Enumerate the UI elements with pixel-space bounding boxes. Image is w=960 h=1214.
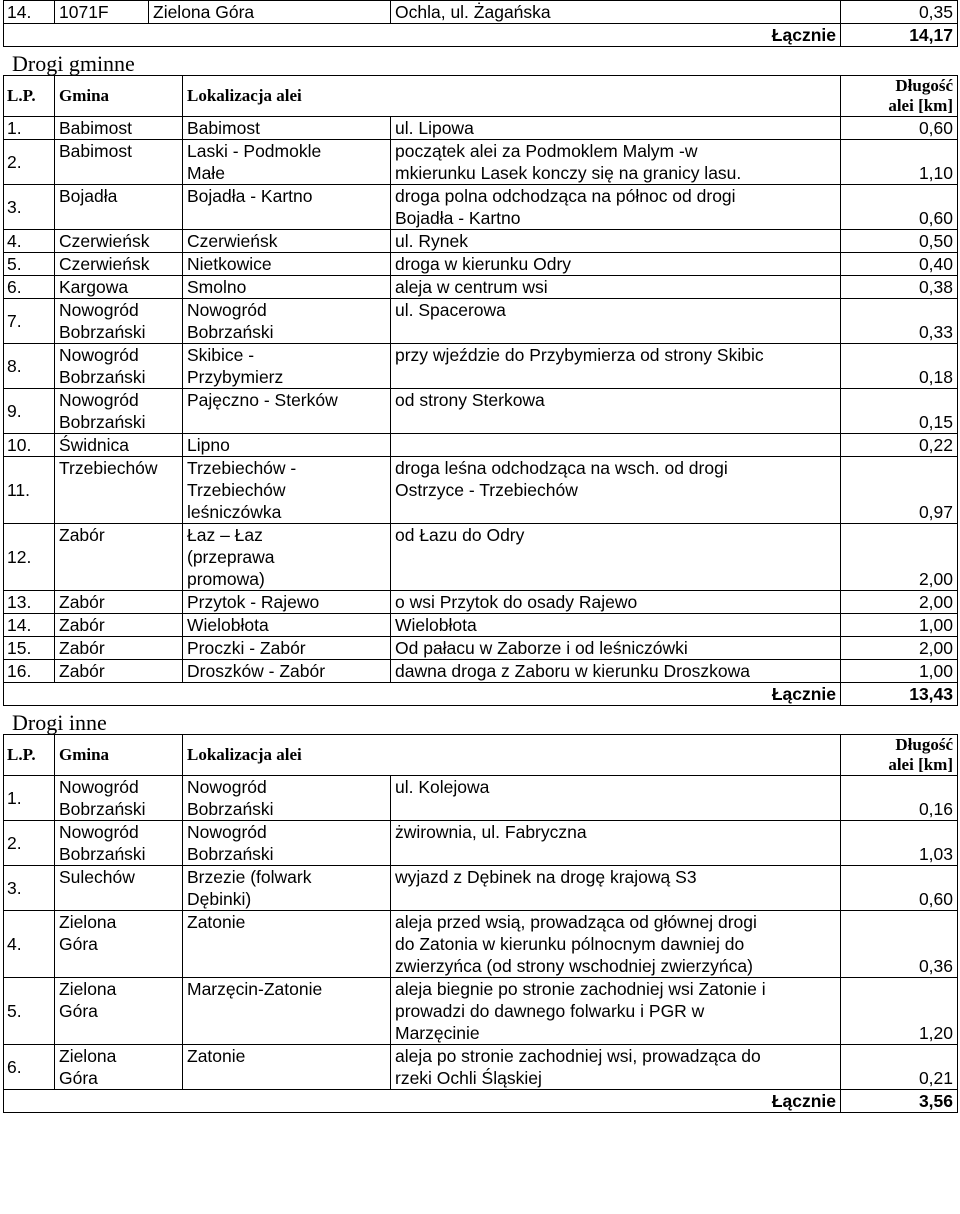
gmina-line: Sulechów <box>59 867 135 887</box>
gmina-cell <box>55 524 183 591</box>
total-value: 13,43 <box>841 683 958 706</box>
place-line: Proczki - Zabór <box>187 638 306 658</box>
length-cell: 0,60 <box>841 185 958 230</box>
gmina-line: Zielona <box>59 979 117 999</box>
gmina-line: Zielona <box>59 1046 117 1066</box>
length-cell: 0,33 <box>841 299 958 344</box>
gmina-cell <box>55 1045 183 1090</box>
lp-cell: 11. <box>4 457 55 524</box>
table-row <box>4 614 958 637</box>
place-line: Smolno <box>187 277 247 297</box>
place-line: Nietkowice <box>187 254 272 274</box>
gmina-cell <box>55 591 183 614</box>
description-line: ul. Spacerowa <box>395 300 506 320</box>
table-row <box>4 117 958 140</box>
description-line: aleja biegnie po stronie zachodniej wsi Zatonie i <box>395 979 766 999</box>
description-line: aleja przed wsią, prowadząca od głównej drogi <box>395 912 757 932</box>
header-length-line: alei [km] <box>888 755 954 774</box>
description-line: Ostrzyce - Trzebiechów <box>395 480 578 500</box>
table-row <box>4 1 958 24</box>
table-row <box>4 978 958 1045</box>
length-cell: 1,00 <box>841 614 958 637</box>
table-row <box>4 344 958 389</box>
length-cell: 0,38 <box>841 276 958 299</box>
gmina-line: Czerwieńsk <box>59 254 150 274</box>
header-row <box>4 735 958 776</box>
lp-cell: 2. <box>4 821 55 866</box>
place-line: Babimost <box>187 118 260 138</box>
table-row <box>4 389 958 434</box>
description-cell <box>391 434 841 457</box>
description-line: żwirownia, ul. Fabryczna <box>395 822 587 842</box>
total-label: Łącznie <box>391 683 841 706</box>
gmina-line: Babimost <box>59 141 132 161</box>
lp-cell: 3. <box>4 185 55 230</box>
place-line: Marzęcin-Zatonie <box>187 979 323 999</box>
description-cell <box>391 140 841 185</box>
place-line: Pajęczno - Sterków <box>187 390 338 410</box>
gmina-line: Bojadła <box>59 186 118 206</box>
description-line: ul. Rynek <box>395 231 468 251</box>
place-cell <box>183 524 391 591</box>
place-line: Nowogród <box>187 300 267 320</box>
place-line: Czerwieńsk <box>187 231 278 251</box>
description-cell <box>391 524 841 591</box>
lp-cell: 2. <box>4 140 55 185</box>
gmina-line: Bobrzański <box>59 799 146 819</box>
description-line: dawna droga z Zaboru w kierunku Droszkowa <box>395 661 751 681</box>
total-value: 3,56 <box>841 1090 958 1113</box>
lp-cell: 4. <box>4 911 55 978</box>
length-cell: 0,60 <box>841 117 958 140</box>
place-line: Przybymierz <box>187 367 284 387</box>
lp-cell: 15. <box>4 637 55 660</box>
place-cell <box>183 185 391 230</box>
description-line: Marzęcinie <box>395 1023 480 1043</box>
description-cell <box>391 637 841 660</box>
place-line: leśniczówka <box>187 502 282 522</box>
gmina-line: Bobrzański <box>59 367 146 387</box>
length-cell: 2,00 <box>841 637 958 660</box>
description-cell <box>391 821 841 866</box>
place-line: Skibice - <box>187 345 255 365</box>
description-cell <box>391 660 841 683</box>
description-cell <box>391 591 841 614</box>
gmina-cell <box>55 344 183 389</box>
description-line: Od pałacu w Zaborze i od leśniczówki <box>395 638 688 658</box>
place-line: Trzebiechów - <box>187 458 297 478</box>
place-line: Bobrzański <box>187 799 274 819</box>
description-cell <box>391 776 841 821</box>
gmina-cell <box>55 389 183 434</box>
gmina-cell <box>55 978 183 1045</box>
gmina-line: Świdnica <box>59 435 130 455</box>
header-location: Lokalizacja alei <box>183 735 841 776</box>
lp-cell: 1. <box>4 117 55 140</box>
header-length <box>841 735 958 776</box>
table-row <box>4 911 958 978</box>
lp-cell: 7. <box>4 299 55 344</box>
place-line: Nowogród <box>187 777 267 797</box>
length-cell: 1,20 <box>841 978 958 1045</box>
total-label: Łącznie <box>391 1090 841 1113</box>
description-cell <box>391 185 841 230</box>
place-cell <box>183 614 391 637</box>
table-row <box>4 776 958 821</box>
gmina-cell <box>55 614 183 637</box>
road-number-cell: 1071F <box>55 1 149 24</box>
table-row <box>4 185 958 230</box>
gmina-cell <box>55 230 183 253</box>
lp-cell: 6. <box>4 1045 55 1090</box>
gmina-cell <box>55 299 183 344</box>
gmina-line: Czerwieńsk <box>59 231 150 251</box>
section-table <box>3 75 958 706</box>
gmina-cell <box>55 434 183 457</box>
description-cell <box>391 253 841 276</box>
length-cell: 0,18 <box>841 344 958 389</box>
lp-cell: 1. <box>4 776 55 821</box>
description-line: droga w kierunku Odry <box>395 254 572 274</box>
header-length-line: Długość <box>895 76 954 95</box>
table-row <box>4 140 958 185</box>
place-line: Wielobłota <box>187 615 269 635</box>
length-cell: 1,10 <box>841 140 958 185</box>
gmina-cell <box>55 185 183 230</box>
description-cell <box>391 276 841 299</box>
description-cell <box>391 230 841 253</box>
blank-cell <box>4 683 391 706</box>
place-line: Bojadła - Kartno <box>187 186 313 206</box>
gmina-line: Zabór <box>59 638 105 658</box>
place-cell <box>183 344 391 389</box>
gmina-line: Zabór <box>59 592 105 612</box>
gmina-line: Góra <box>59 1001 98 1021</box>
gmina-line: Góra <box>59 1068 98 1088</box>
length-cell: 2,00 <box>841 524 958 591</box>
gmina-line: Nowogród <box>59 300 139 320</box>
table-row <box>4 457 958 524</box>
place-line: Trzebiechów <box>187 480 286 500</box>
blank-cell <box>4 1090 391 1113</box>
length-cell: 0,50 <box>841 230 958 253</box>
gmina-line: Zabór <box>59 525 105 545</box>
gmina-line: Bobrzański <box>59 412 146 432</box>
description-cell <box>391 344 841 389</box>
place-cell <box>183 591 391 614</box>
description-cell <box>391 978 841 1045</box>
lp-cell: 5. <box>4 253 55 276</box>
lp-cell: 12. <box>4 524 55 591</box>
total-row <box>4 24 958 47</box>
gmina-cell <box>55 911 183 978</box>
length-cell: 0,35 <box>841 1 958 24</box>
description-cell <box>391 1045 841 1090</box>
lp-cell: 6. <box>4 276 55 299</box>
gmina-line: Góra <box>59 934 98 954</box>
description-line: mkierunku Lasek konczy się na granicy lasu. <box>395 163 742 183</box>
length-cell: 1,03 <box>841 821 958 866</box>
gmina-cell <box>55 866 183 911</box>
gmina-line: Nowogród <box>59 822 139 842</box>
lp-cell: 10. <box>4 434 55 457</box>
header-lp: L.P. <box>4 76 55 117</box>
description-line: od strony Sterkowa <box>395 390 545 410</box>
header-length <box>841 76 958 117</box>
place-line: Małe <box>187 163 225 183</box>
length-cell: 0,15 <box>841 389 958 434</box>
header-lp: L.P. <box>4 735 55 776</box>
length-cell: 0,22 <box>841 434 958 457</box>
place-cell <box>183 434 391 457</box>
gmina-line: Trzebiechów <box>59 458 158 478</box>
place-cell <box>183 230 391 253</box>
total-value: 14,17 <box>841 24 958 47</box>
description-cell <box>391 911 841 978</box>
lp-cell: 14. <box>4 614 55 637</box>
gmina-cell <box>55 776 183 821</box>
place-cell <box>183 637 391 660</box>
description-cell <box>391 117 841 140</box>
description-line: początek alei za Podmoklem Malym -w <box>395 141 698 161</box>
gmina-line: Zielona <box>59 912 117 932</box>
place-line: Zatonie <box>187 1046 246 1066</box>
gmina-cell <box>55 140 183 185</box>
section-title: Drogi gminne <box>12 51 135 76</box>
place-cell <box>183 911 391 978</box>
description-line: droga polna odchodząca na północ od drogi <box>395 186 736 206</box>
header-gmina: Gmina <box>55 735 183 776</box>
lp-cell: 13. <box>4 591 55 614</box>
table-row <box>4 434 958 457</box>
place-cell <box>183 1045 391 1090</box>
table-row <box>4 299 958 344</box>
header-location: Lokalizacja alei <box>183 76 841 117</box>
location-cell: Ochla, ul. Żagańska <box>391 1 841 24</box>
description-line: droga leśna odchodząca na wsch. od drogi <box>395 458 728 478</box>
description-line: wyjazd z Dębinek na drogę krajową S3 <box>395 867 697 887</box>
lp-cell: 5. <box>4 978 55 1045</box>
description-cell <box>391 457 841 524</box>
gmina-line: Zabór <box>59 615 105 635</box>
table-row <box>4 637 958 660</box>
place-cell <box>183 299 391 344</box>
table-row <box>4 253 958 276</box>
place-cell <box>183 978 391 1045</box>
section-table <box>3 734 958 1113</box>
place-line: promowa) <box>187 569 265 589</box>
description-line: prowadzi do dawnego folwarku i PGR w <box>395 1001 705 1021</box>
description-line: ul. Lipowa <box>395 118 474 138</box>
length-cell: 0,97 <box>841 457 958 524</box>
description-line: przy wjeździe do Przybymierza od strony Skibic <box>395 345 764 365</box>
description-line: do Zatonia w kierunku pólnocnym dawniej do <box>395 934 745 954</box>
lp-cell: 14. <box>4 1 55 24</box>
description-cell <box>391 389 841 434</box>
gmina-line: Babimost <box>59 118 132 138</box>
place-cell <box>183 457 391 524</box>
place-line: Droszków - Zabór <box>187 661 326 681</box>
gmina-line: Kargowa <box>59 277 129 297</box>
header-gmina: Gmina <box>55 76 183 117</box>
section-title: Drogi inne <box>12 710 107 735</box>
lp-cell: 4. <box>4 230 55 253</box>
gmina-line: Bobrzański <box>59 844 146 864</box>
description-line: aleja po stronie zachodniej wsi, prowadząca do <box>395 1046 761 1066</box>
top-table <box>3 0 958 47</box>
description-line: Wielobłota <box>395 615 477 635</box>
place-line: Brzezie (folwark <box>187 867 312 887</box>
gmina-line: Zabór <box>59 661 105 681</box>
place-cell <box>183 866 391 911</box>
description-line <box>395 434 836 456</box>
header-length-line: Długość <box>895 735 954 754</box>
gmina-cell <box>55 660 183 683</box>
description-cell <box>391 866 841 911</box>
lp-cell: 16. <box>4 660 55 683</box>
description-cell <box>391 299 841 344</box>
place-line: Zatonie <box>187 912 246 932</box>
gmina-cell <box>55 117 183 140</box>
place-line: Bobrzański <box>187 322 274 342</box>
place-line: Łaz – Łaz <box>187 525 263 545</box>
place-cell <box>183 821 391 866</box>
place-cell <box>183 776 391 821</box>
table-row <box>4 230 958 253</box>
header-length-line: alei [km] <box>888 96 954 115</box>
place-line: Lipno <box>187 435 230 455</box>
gmina-line: Nowogród <box>59 777 139 797</box>
gmina-cell <box>55 457 183 524</box>
length-cell: 0,40 <box>841 253 958 276</box>
table-row <box>4 866 958 911</box>
length-cell: 0,16 <box>841 776 958 821</box>
gmina-line: Bobrzański <box>59 322 146 342</box>
place-cell <box>183 276 391 299</box>
place-line: Dębinki) <box>187 889 252 909</box>
description-line: o wsi Przytok do osady Rajewo <box>395 592 638 612</box>
length-cell: 0,21 <box>841 1045 958 1090</box>
header-row <box>4 76 958 117</box>
description-line: Bojadła - Kartno <box>395 208 521 228</box>
table-row <box>4 591 958 614</box>
place-cell <box>183 117 391 140</box>
place-line: (przeprawa <box>187 547 275 567</box>
table-row <box>4 821 958 866</box>
place-cell <box>183 389 391 434</box>
place-line: Laski - Podmokle <box>187 141 322 161</box>
length-cell: 0,36 <box>841 911 958 978</box>
place-cell <box>183 660 391 683</box>
gmina-cell <box>55 637 183 660</box>
place-line: Bobrzański <box>187 844 274 864</box>
description-cell <box>391 614 841 637</box>
place-line: Nowogród <box>187 822 267 842</box>
gmina-cell <box>55 821 183 866</box>
total-row <box>4 683 958 706</box>
description-line: rzeki Ochli Śląskiej <box>395 1068 542 1088</box>
length-cell: 0,60 <box>841 866 958 911</box>
description-line: aleja w centrum wsi <box>395 277 548 297</box>
lp-cell: 8. <box>4 344 55 389</box>
length-cell: 2,00 <box>841 591 958 614</box>
table-row <box>4 660 958 683</box>
table-row <box>4 524 958 591</box>
gmina-cell: Zielona Góra <box>149 1 391 24</box>
description-line: ul. Kolejowa <box>395 777 490 797</box>
table-row <box>4 1045 958 1090</box>
total-row <box>4 1090 958 1113</box>
lp-cell: 9. <box>4 389 55 434</box>
gmina-line: Nowogród <box>59 390 139 410</box>
length-cell: 1,00 <box>841 660 958 683</box>
gmina-cell <box>55 253 183 276</box>
gmina-line: Nowogród <box>59 345 139 365</box>
place-cell <box>183 140 391 185</box>
description-line: od Łazu do Odry <box>395 525 525 545</box>
gmina-cell <box>55 276 183 299</box>
description-line: zwierzyńca (od strony wschodniej zwierzyńca) <box>395 956 753 976</box>
place-line: Przytok - Rajewo <box>187 592 320 612</box>
total-label: Łącznie <box>391 24 841 47</box>
lp-cell: 3. <box>4 866 55 911</box>
place-cell <box>183 253 391 276</box>
table-row <box>4 276 958 299</box>
blank-cell <box>4 24 391 47</box>
